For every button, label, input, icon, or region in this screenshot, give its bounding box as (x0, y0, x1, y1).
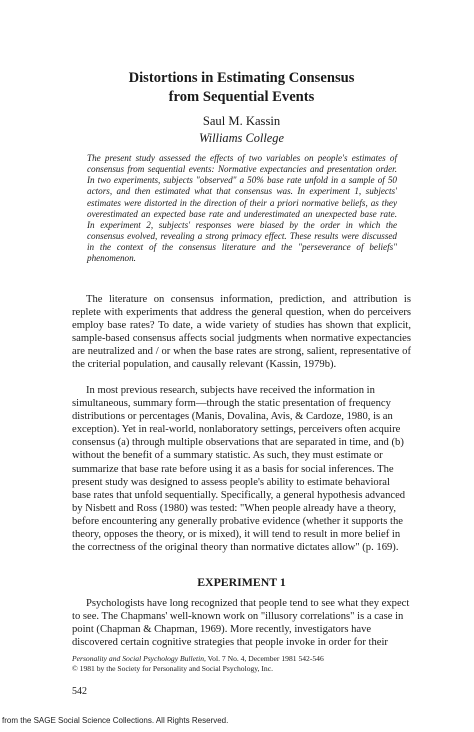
paragraph-introduction (72, 293, 411, 372)
body-line: simultaneous, summary form—through the static presentation of frequency (72, 398, 391, 410)
abstract-line: phenomenon. (87, 253, 136, 264)
abstract-line: in the context of the consensus literature and the "perseverance of beliefs" (87, 242, 397, 253)
body-line: to see. The Chapmans' well-known work on "illusory correlations" is a case in (72, 611, 404, 623)
section-heading: EXPERIMENT 1 (197, 575, 286, 589)
abstract-line: consensus from sequential events: Normative expectancies and presentation order. (87, 164, 397, 175)
body-line: are neutralized and / or when the base rates are strong, salient, representative of (72, 346, 411, 358)
body-line: consensus (a) through multiple observations that are separated in time, and (b) (72, 437, 404, 449)
abstract-line: overestimated an expected base rate and underestimated an unexpected base rate. (87, 208, 397, 219)
journal-page (72, 0, 411, 732)
page-number: 542 (72, 686, 87, 697)
body-line: summarize that base rate before using it as a basis for social inferences. The (72, 463, 394, 475)
body-line: exception). Yet in real-world, nonlaboratory settings, perceivers often acquire (72, 424, 401, 436)
body-line: sample-based consensus affects social judgments when normative expectancies (72, 333, 411, 345)
copyright-line: © 1981 by the Society for Personality and Social Psychology, Inc. (72, 664, 273, 673)
body-line: rates that unfold sequentially. Specifically, a general hypothesis advanced by (72, 489, 406, 514)
body-line: Nisbett and Ross (1980) was tested: "When people already have a theory, before (72, 502, 397, 527)
journal-citation: Vol. 7 No. 4, December 1981 542-546 (205, 654, 324, 663)
abstract (87, 153, 397, 265)
body-line: the criterial population, and causally relevant (Kassin, 1979b). (72, 359, 337, 371)
body-line: distributions or percentages (Manis, Dovalina, Avis, & Cardoze, 1980, is an (72, 411, 393, 423)
body-line: without the benefit of a summary statistic. As such, they must estimate or (72, 450, 383, 462)
body-line: discovered certain cognitive strategies that people invoke in order for their (72, 637, 388, 649)
collection-credit: from the SAGE Social Science Collections. All Rights Reserved. (2, 716, 229, 725)
body-line: opposes the theory, or is mixed), it will tend to result in more belief in the (72, 529, 401, 554)
abstract-line: The present study assessed the effects of two variables on people's estimates of (87, 153, 397, 163)
abstract-line: actors, and then estimated what that consensus was. In experiment 1, subjects' (87, 186, 397, 197)
citation-line (72, 654, 411, 664)
paragraph-previous-research (72, 384, 411, 554)
body-line: Psychologists have long recognized that people tend to see what they expect (86, 598, 410, 609)
author-name: Saul M. Kassin (202, 114, 281, 128)
journal-name: Personality and Social Psychology Bulletin, (72, 654, 206, 663)
body-line: In most previous research, subjects have received the information in (86, 385, 375, 396)
abstract-line: In two experiments, subjects "observed" a 50% base rate unfold in a sample of 50 (87, 175, 397, 186)
body-line: present study was designed to assess people's ability to estimate behavioral base (72, 476, 390, 501)
body-line: encountering any generally probative evidence (whether it supports the theory, (72, 515, 403, 541)
abstract-line: In experiment 2, subjects' responses were biased by the order in which the (87, 219, 397, 230)
publication-footer (72, 654, 411, 674)
author-affiliation: Williams College (198, 131, 284, 145)
body-line: replete with experiments that address the general question, when do perceivers (72, 307, 411, 319)
body-line: employ base rates? To date, a wide variety of studies has shown that explicit, (72, 320, 411, 332)
abstract-line: estimates were distorted in the direction of their a priori normative beliefs, as they (87, 197, 397, 208)
body-line: point (Chapman & Chapman, 1969). More recently, investigators have (72, 624, 372, 636)
body-line: The literature on consensus information, prediction, and attribution is (86, 294, 411, 305)
paragraph-experiment-1 (72, 597, 411, 649)
abstract-line: consensus evolved, revealing a strong primacy effect. These results were discussed (87, 231, 397, 242)
article-title (72, 69, 411, 107)
body-line: correctness of the original theory than normative dictates allow" (p. 169). (87, 542, 399, 554)
article-title-line: Distortions in Estimating Consensus (128, 70, 355, 86)
article-title-line: from Sequential Events (168, 89, 315, 105)
